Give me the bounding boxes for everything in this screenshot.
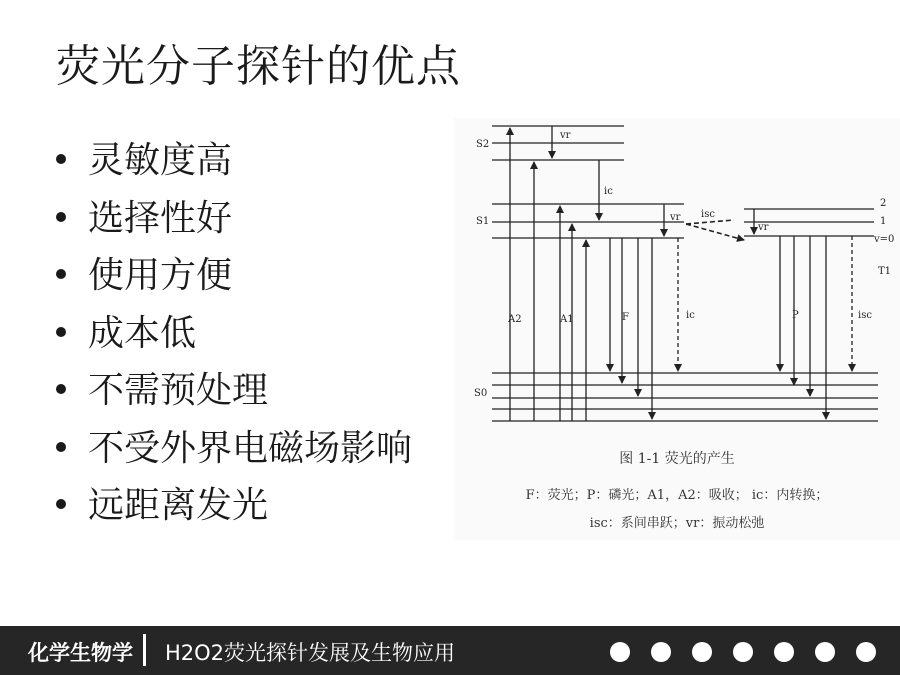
t1-label: T1 [878, 266, 892, 277]
nav-dot-icon[interactable] [733, 642, 753, 662]
nav-dot-icon[interactable] [610, 642, 630, 662]
bullet-item: 选择性好 [56, 190, 412, 248]
footer-divider [143, 634, 146, 666]
isc-label: isc [701, 209, 715, 220]
s0-label: S0 [474, 388, 488, 399]
vr-label: vr [758, 222, 769, 233]
bullet-dot-icon [56, 442, 66, 452]
f-label: F [622, 312, 629, 323]
bullet-item: 不需预处理 [56, 362, 412, 420]
vr-label: vr [670, 212, 681, 223]
bullet-dot-icon [56, 154, 66, 164]
course-name: 化学生物学 [28, 641, 133, 665]
nav-dot-icon[interactable] [856, 642, 876, 662]
bullet-dot-icon [56, 269, 66, 279]
p-label: P [792, 310, 799, 321]
bullet-item: 成本低 [56, 305, 412, 363]
bullet-item: 远距离发光 [56, 477, 412, 535]
s2-label: S2 [476, 139, 490, 150]
ic-label: ic [604, 186, 613, 197]
level-label: 2 [880, 198, 887, 209]
bullet-list [56, 132, 412, 535]
footer-bar [0, 626, 900, 675]
bullet-dot-icon [56, 384, 66, 394]
isc-label: isc [858, 310, 872, 321]
bullet-item: 灵敏度高 [56, 132, 412, 190]
isc-arrow [686, 224, 744, 240]
s1-label: S1 [476, 216, 490, 227]
figure-legend-line: isc：系间串跃；vr：振动松弛 [589, 516, 765, 531]
nav-dot-icon[interactable] [651, 642, 671, 662]
slide-title: 荧光分子探针的优点 [56, 41, 461, 92]
jablonski-figure [454, 118, 900, 540]
vr-label: vr [560, 130, 571, 141]
ic-label: ic [686, 310, 695, 321]
presentation-subtitle [165, 637, 455, 667]
bullet-item: 不受外界电磁场影响 [56, 420, 412, 478]
nav-dot-icon[interactable] [774, 642, 794, 662]
nav-dot-icon[interactable] [692, 642, 712, 662]
figure-legend-line: F：荧光；P：磷光；A1，A2：吸收； ic：内转换； [525, 488, 829, 503]
slide-nav-dots [589, 642, 876, 666]
bullet-dot-icon [56, 212, 66, 222]
bullet-dot-icon [56, 327, 66, 337]
a2-label: A2 [508, 314, 522, 325]
a1-label: A1 [560, 314, 574, 325]
bullet-dot-icon [56, 499, 66, 509]
isc-arrow [686, 220, 734, 224]
level-label: 1 [880, 216, 887, 227]
jablonski-diagram [454, 118, 900, 430]
figure-caption: 图 1-1 荧光的产生 [619, 451, 735, 467]
subtitle-text: H2O2荧光探针发展及生物应用 [165, 641, 456, 665]
bullet-item: 使用方便 [56, 247, 412, 305]
nav-dot-icon[interactable] [815, 642, 835, 662]
level-label: v=0 [874, 234, 895, 245]
